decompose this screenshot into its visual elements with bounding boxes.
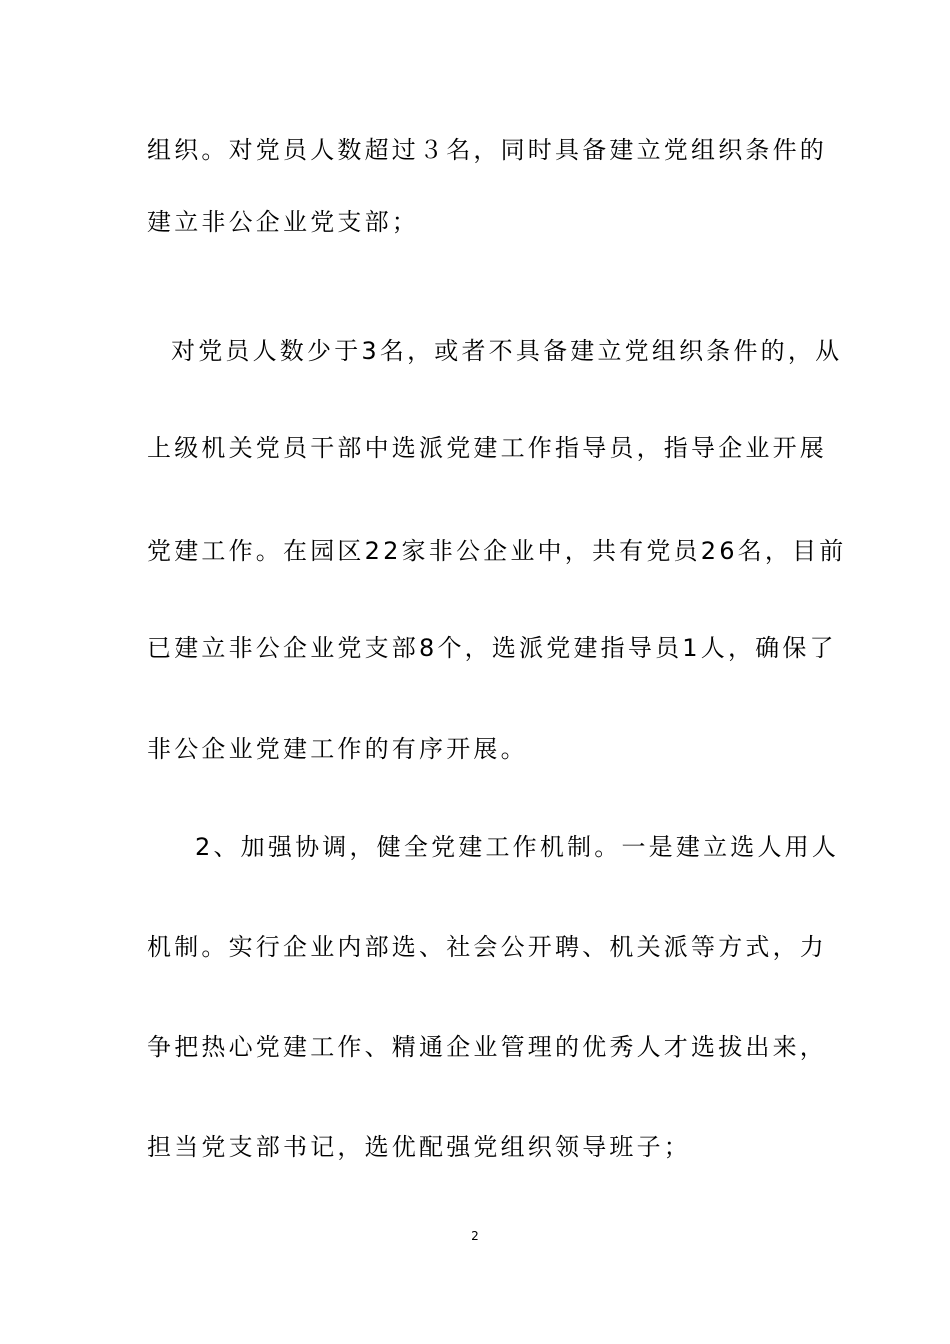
- text-line-1: 组织。对党员人数超过３名，同时具备建立党组织条件的: [147, 136, 827, 164]
- text-line-3: 对党员人数少于3名，或者不具备建立党组织条件的，从: [171, 337, 843, 365]
- text-line-8: 2、加强协调，健全党建工作机制。一是建立选人用人: [195, 833, 840, 861]
- text-line-9: 机制。实行企业内部选、社会公开聘、机关派等方式，力: [147, 933, 827, 961]
- page-number: 2: [471, 1229, 479, 1243]
- text-line-6: 已建立非公企业党支部8个，选派党建指导员1人，确保了: [147, 634, 837, 662]
- text-line-10: 争把热心党建工作、精通企业管理的优秀人才选拔出来，: [147, 1033, 827, 1061]
- text-line-7: 非公企业党建工作的有序开展。: [147, 735, 528, 763]
- text-line-5: 党建工作。在园区22家非公企业中，共有党员26名，目前: [147, 537, 847, 565]
- text-line-11: 担当党支部书记，选优配强党组织领导班子；: [147, 1133, 691, 1161]
- text-line-2: 建立非公企业党支部；: [147, 208, 419, 236]
- text-line-4: 上级机关党员干部中选派党建工作指导员，指导企业开展: [147, 434, 827, 462]
